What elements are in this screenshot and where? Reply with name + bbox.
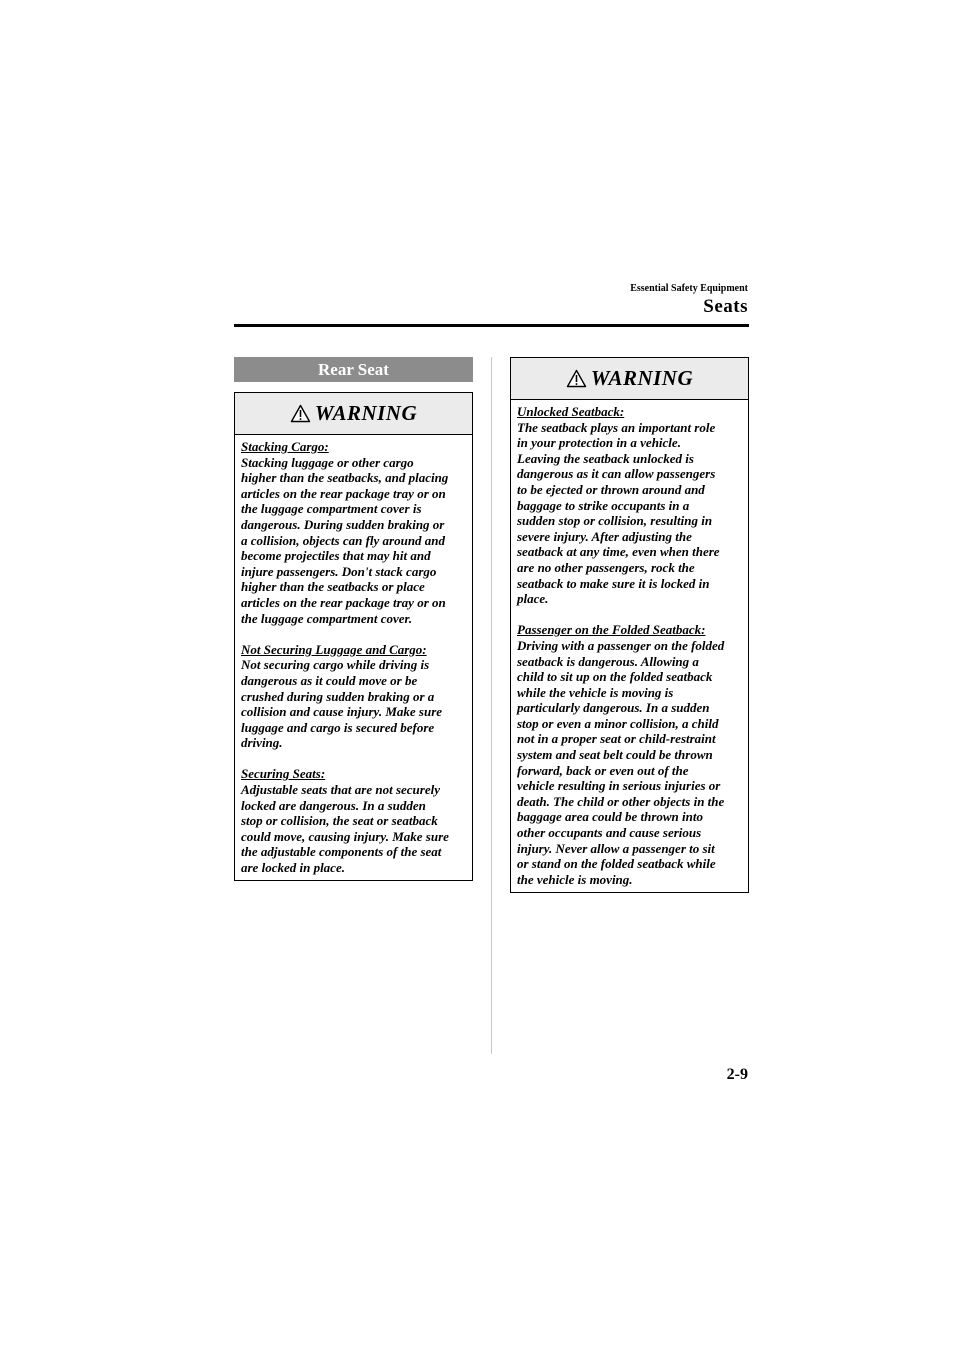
warning-header xyxy=(511,358,748,400)
warning-text-line: collision and cause injury. Make sure xyxy=(241,704,443,720)
header-rule xyxy=(234,324,749,327)
warning-text-line: a collision, objects can fly around and xyxy=(241,532,446,548)
warning-box-left xyxy=(234,392,473,881)
paragraph-gap xyxy=(517,607,748,623)
warning-text-line: stop or even a minor collision, a child xyxy=(517,715,719,731)
warning-text-line: articles on the rear package tray or on xyxy=(241,594,446,610)
warning-text-line: could move, causing injury. Make sure xyxy=(241,828,449,844)
warning-text-line: dangerous. During sudden braking or xyxy=(241,516,445,532)
warning-text-line: luggage and cargo is secured before xyxy=(241,719,435,735)
warning-text-line: baggage to strike occupants in a xyxy=(517,497,690,513)
warning-text-line: dangerous as it could move or be xyxy=(241,672,418,688)
chapter-label: Essential Safety Equipment xyxy=(630,283,748,294)
warning-text-line: Stacking luggage or other cargo xyxy=(241,454,414,470)
warning-text-line: the adjustable components of the seat xyxy=(241,844,442,860)
warning-text-line: seatback to make sure it is locked in xyxy=(517,575,710,591)
warning-text-line: Adjustable seats that are not securely xyxy=(241,782,440,798)
warning-item-heading: Not Securing Luggage and Cargo: xyxy=(241,641,427,657)
warning-triangle-icon xyxy=(290,404,311,423)
warning-text-line: articles on the rear package tray or on xyxy=(241,485,446,501)
warning-item-heading: Securing Seats: xyxy=(241,766,326,782)
warning-text-line: while the vehicle is moving is xyxy=(517,684,674,700)
warning-text-line: dangerous as it can allow passengers xyxy=(517,466,716,482)
warning-text-line: stop or collision, the seat or seatback xyxy=(241,813,438,829)
warning-item-heading: Passenger on the Folded Seatback: xyxy=(517,622,706,638)
warning-text-line: crushed during sudden braking or a xyxy=(241,688,435,704)
warning-text-line: the luggage compartment cover is xyxy=(241,501,422,517)
paragraph-gap xyxy=(241,626,472,642)
warning-text-line: place. xyxy=(517,591,549,607)
column-divider xyxy=(491,357,492,1054)
warning-text-line: driving. xyxy=(241,735,283,751)
warning-label: WARNING xyxy=(590,366,694,390)
warning-text-line: forward, back or even out of the xyxy=(517,762,689,778)
warning-text-line: in your protection in a vehicle. xyxy=(517,435,681,451)
warning-text-line: Not securing cargo while driving is xyxy=(241,657,430,673)
warning-text-line: seatback at any time, even when there xyxy=(517,544,720,560)
warning-text-line: Driving with a passenger on the folded xyxy=(517,637,725,653)
warning-text-line: injury. Never allow a passenger to sit xyxy=(517,840,715,856)
warning-text-line: severe injury. After adjusting the xyxy=(517,528,692,544)
section-title-bar: Rear Seat xyxy=(234,357,473,382)
warning-text-line: death. The child or other objects in the xyxy=(517,793,725,809)
page-number: 2-9 xyxy=(726,1066,748,1083)
warning-text-line: Leaving the seatback unlocked is xyxy=(517,450,694,466)
warning-text-line: baggage area could be thrown into xyxy=(517,809,703,825)
warning-text-line: higher than the seatbacks or place xyxy=(241,579,425,595)
warning-item-heading: Stacking Cargo: xyxy=(241,439,329,454)
warning-text-line: are no other passengers, rock the xyxy=(517,559,695,575)
warning-text-line: child to sit up on the folded seatback xyxy=(517,669,713,685)
warning-text-line: not in a proper seat or child-restraint xyxy=(517,731,716,747)
warning-text-line: The seatback plays an important role xyxy=(517,419,716,435)
warning-text-line: seatback is dangerous. Allowing a xyxy=(517,653,699,669)
warning-text-line: the luggage compartment cover. xyxy=(241,610,413,626)
warning-item-heading: Unlocked Seatback: xyxy=(517,404,625,419)
warning-text-line: are locked in place. xyxy=(241,860,345,876)
warning-text-line: sudden stop or collision, resulting in xyxy=(517,513,713,529)
warning-text-line: higher than the seatbacks, and placing xyxy=(241,470,449,486)
warning-body xyxy=(511,400,748,887)
warning-text-line: system and seat belt could be thrown xyxy=(517,747,713,763)
warning-text-line: other occupants and cause serious xyxy=(517,825,702,841)
warning-box-right xyxy=(510,357,749,893)
warning-text-line: injure passengers. Don't stack cargo xyxy=(241,563,437,579)
warning-body xyxy=(235,435,472,876)
warning-text-line: the vehicle is moving. xyxy=(517,871,633,887)
warning-text-line: become projectiles that may hit and xyxy=(241,548,431,564)
warning-text-line: locked are dangerous. In a sudden xyxy=(241,797,426,813)
warning-triangle-icon xyxy=(566,369,587,388)
warning-header xyxy=(235,393,472,435)
warning-text-line: particularly dangerous. In a sudden xyxy=(517,700,710,716)
warning-label: WARNING xyxy=(314,401,418,425)
page-title: Seats xyxy=(703,296,748,317)
warning-text-line: or stand on the folded seatback while xyxy=(517,856,716,872)
warning-text-line: to be ejected or thrown around and xyxy=(517,481,705,497)
paragraph-gap xyxy=(241,751,472,767)
warning-text-line: vehicle resulting in serious injuries or xyxy=(517,778,721,794)
